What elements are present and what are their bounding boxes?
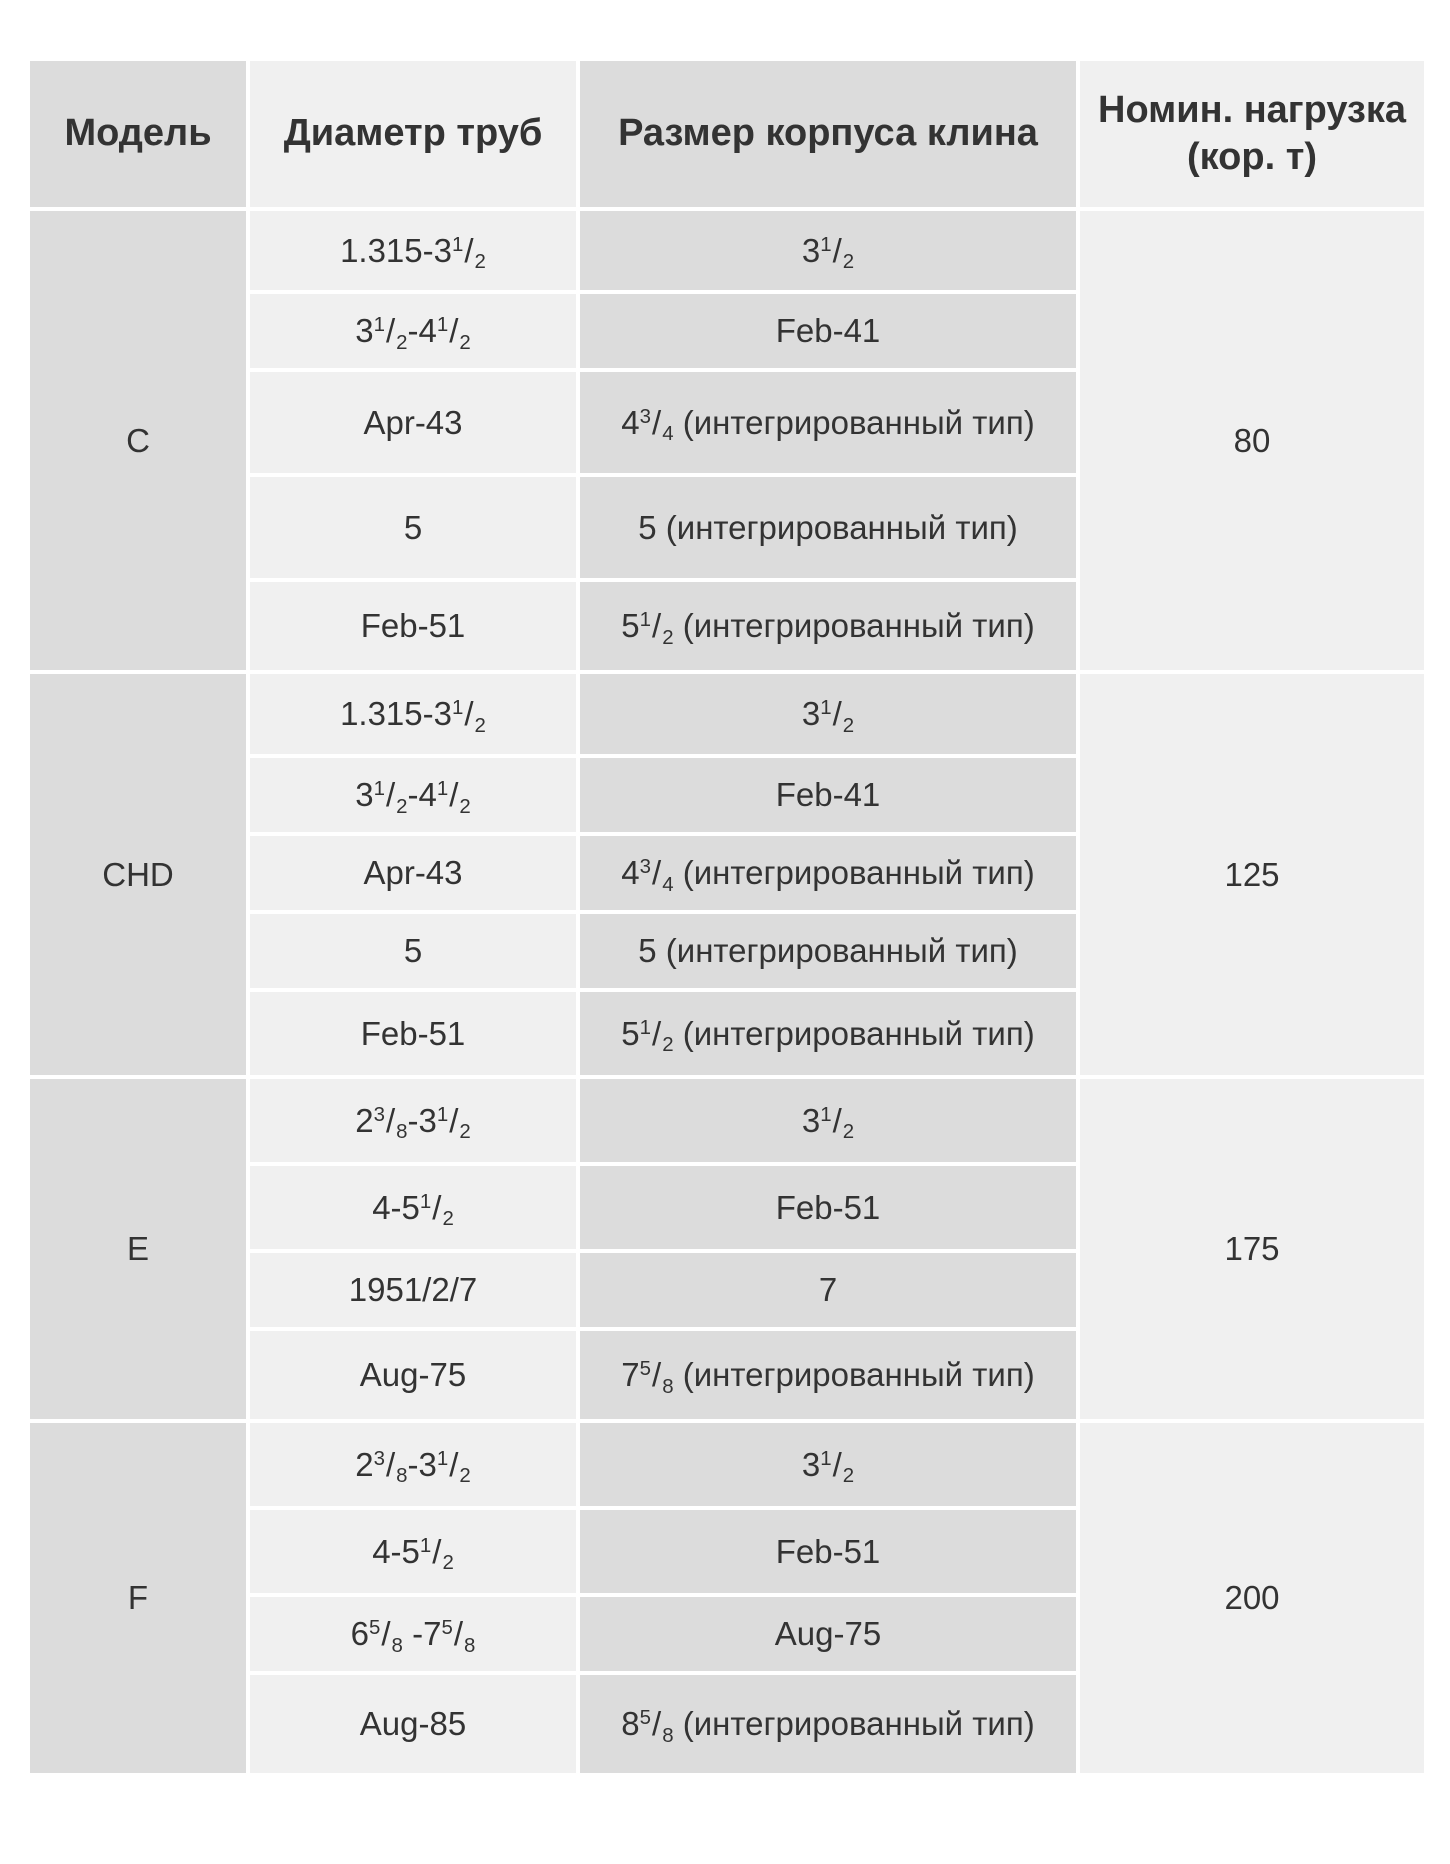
wedge-body-size-cell: Feb-41 xyxy=(578,756,1078,834)
wedge-body-size-cell: $4^3/_4$ (интегрированный тип) xyxy=(578,834,1078,912)
header-wedge-body-size: Размер корпуса клина xyxy=(578,59,1078,209)
header-pipe-diameter: Диаметр труб xyxy=(248,59,578,209)
wedge-body-size-cell: $5^1/_2$ (интегрированный тип) xyxy=(578,580,1078,672)
table-row xyxy=(28,1421,1426,1508)
wedge-body-size-cell: $8^5/_8$ (интегрированный тип) xyxy=(578,1673,1078,1775)
wedge-body-size-cell: $3^1/_2$ xyxy=(578,209,1078,292)
table-header xyxy=(28,59,1426,209)
pipe-diameter-cell: Aug-75 xyxy=(248,1329,578,1421)
pipe-diameter-cell: 1951/2/7 xyxy=(248,1251,578,1329)
wedge-body-size-cell: $7^5/_8$ (интегрированный тип) xyxy=(578,1329,1078,1421)
table-row xyxy=(28,672,1426,756)
rated-load-cell: 175 xyxy=(1078,1077,1426,1421)
header-model: Модель xyxy=(28,59,248,209)
wedge-body-size-cell: $3^1/_2$ xyxy=(578,1077,1078,1164)
model-cell: C xyxy=(28,209,248,672)
pipe-diameter-cell: $3^1/_2-4^1/_2$ xyxy=(248,292,578,370)
wedge-body-size-cell: Aug-75 xyxy=(578,1595,1078,1673)
table-row xyxy=(28,1077,1426,1164)
pipe-diameter-cell: $3^1/_2-4^1/_2$ xyxy=(248,756,578,834)
pipe-diameter-cell: 5 xyxy=(248,912,578,990)
model-cell: F xyxy=(28,1421,248,1775)
wedge-body-size-cell: 5 (интегрированный тип) xyxy=(578,475,1078,580)
pipe-diameter-cell: $1.315-3^1/_2$ xyxy=(248,672,578,756)
header-row xyxy=(28,59,1426,209)
header-rated-load: Номин. нагрузка (кор. т) xyxy=(1078,59,1426,209)
wedge-body-size-cell: $3^1/_2$ xyxy=(578,672,1078,756)
pipe-diameter-cell: Aug-85 xyxy=(248,1673,578,1775)
rated-load-cell: 200 xyxy=(1078,1421,1426,1775)
table-body xyxy=(28,209,1426,1775)
pipe-diameter-cell: Apr-43 xyxy=(248,834,578,912)
pipe-diameter-cell: $2^3/_8-3^1/_2$ xyxy=(248,1421,578,1508)
wedge-body-size-cell: $4^3/_4$ (интегрированный тип) xyxy=(578,370,1078,475)
wedge-body-size-cell: 5 (интегрированный тип) xyxy=(578,912,1078,990)
model-cell: E xyxy=(28,1077,248,1421)
wedge-body-size-cell: $5^1/_2$ (интегрированный тип) xyxy=(578,990,1078,1077)
rated-load-cell: 125 xyxy=(1078,672,1426,1077)
wedge-body-size-cell: Feb-41 xyxy=(578,292,1078,370)
model-cell: CHD xyxy=(28,672,248,1077)
wedge-body-size-cell: 7 xyxy=(578,1251,1078,1329)
pipe-diameter-cell: Apr-43 xyxy=(248,370,578,475)
spec-table xyxy=(26,57,1428,1777)
wedge-body-size-cell: $3^1/_2$ xyxy=(578,1421,1078,1508)
pipe-diameter-cell: $6^5/_8$ $-7^5/_8$ xyxy=(248,1595,578,1673)
pipe-diameter-cell: $4-5^1/_2$ xyxy=(248,1164,578,1251)
pipe-diameter-cell: $2^3/_8-3^1/_2$ xyxy=(248,1077,578,1164)
pipe-diameter-cell: Feb-51 xyxy=(248,580,578,672)
rated-load-cell: 80 xyxy=(1078,209,1426,672)
table-row xyxy=(28,209,1426,292)
wedge-body-size-cell: Feb-51 xyxy=(578,1508,1078,1595)
pipe-diameter-cell: Feb-51 xyxy=(248,990,578,1077)
pipe-diameter-cell: 5 xyxy=(248,475,578,580)
pipe-diameter-cell: $1.315-3^1/_2$ xyxy=(248,209,578,292)
pipe-diameter-cell: $4-5^1/_2$ xyxy=(248,1508,578,1595)
wedge-body-size-cell: Feb-51 xyxy=(578,1164,1078,1251)
